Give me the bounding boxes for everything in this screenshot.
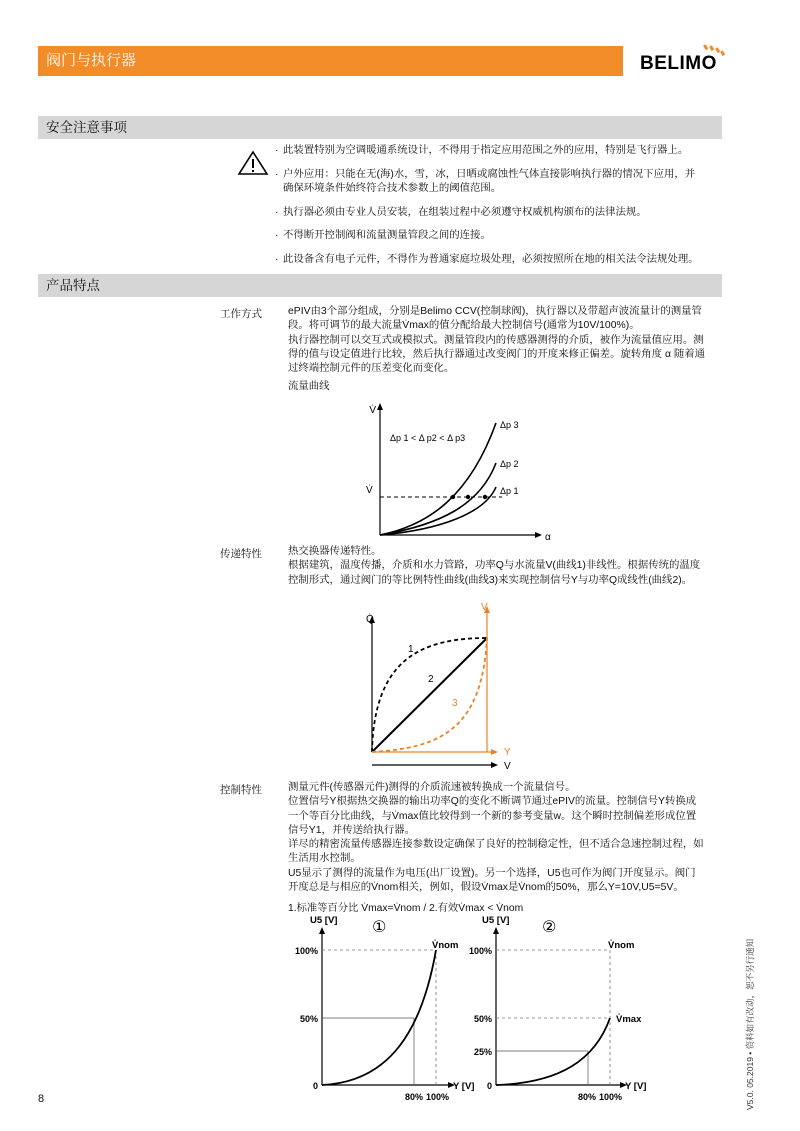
chart3-endlabel: V̇nom xyxy=(432,940,459,951)
safety-bullet: · 此设备含有电子元件，不得作为普通家庭垃圾处理，必须按照所在地的相关法令法规处理。 xyxy=(275,254,699,265)
xtick-100: 100% xyxy=(599,1092,623,1102)
xtick-80: 80% xyxy=(405,1092,424,1102)
features-section-heading: 产品特点 xyxy=(38,274,722,297)
chart-caption: 1.标准等百分比 V̇max=V̇nom / 2.有效V̇max < V̇nom xyxy=(288,903,524,914)
chart4-curve xyxy=(496,1018,610,1085)
chart4-ylabel: U5 [V] xyxy=(482,915,510,926)
chart2-ylabel: Q̇ xyxy=(366,614,374,625)
working-label: 工作方式 xyxy=(220,308,262,320)
transfer-paragraph: 热交换器传递特性。 根据建筑，温度传播，介质和水力管路，功率Q与水流量V(曲线1)非线性。根据传统的温度 控制形式，通过阀门的等比例特性曲线(曲线3)来实现控制信号Y与功率Q成线性(曲线2)。 xyxy=(288,546,701,586)
safety-bullet-cont: 确保环境条件始终符合技术参数上的阈值范围。 xyxy=(283,183,502,194)
legend-dp2: Δp 2 xyxy=(500,459,519,469)
chart4-xlabel: Y [V] xyxy=(625,1081,647,1092)
effective-vmax-chart xyxy=(460,910,660,1105)
chart4-marker: ② xyxy=(542,919,557,936)
intersect-dot xyxy=(451,495,455,499)
heat-transfer-chart xyxy=(360,600,530,775)
working-paragraph: ePIV由3个部分组成，分别是Belimo CCV(控制球阀)，执行器以及带超声波流量计的测量管 段。将可调节的最大流量V̇max的值分配给最大控制信号(通常为10V/100%)。 执行器控制可以交互式或模拟式。测量管段内的传感器测得的介质，被作为流量值应用。测 得的值与设定值进行比较，然后执行器通过改变阀门的开度来修正偏差。旋转角度 α 随着通 过终端控制元件的压差变化而变化。 流量曲线 xyxy=(288,305,724,395)
series-dp2 xyxy=(380,463,496,535)
ytick-100: 100% xyxy=(468,946,492,956)
curve-2-label: 2 xyxy=(428,674,434,685)
curve-1-label: 1 xyxy=(408,644,414,655)
page-header xyxy=(38,46,623,76)
chart3-curve xyxy=(322,950,436,1085)
safety-bullet: · 户外应用：只能在无(海)水，雪，冰，日晒或腐蚀性气体直接影响执行器的情况下应用，并 xyxy=(275,169,696,180)
xtick-80: 80% xyxy=(578,1092,597,1102)
chart1-ref-label: V̇ xyxy=(366,485,373,496)
belimo-logo xyxy=(640,44,730,80)
flow-curve-title: 流量曲线 xyxy=(288,381,330,393)
flow-curve-chart xyxy=(360,395,560,545)
ytick-50: 50% xyxy=(473,1014,492,1024)
header-title: 阀门与执行器 xyxy=(46,52,137,69)
intersect-dot xyxy=(483,495,487,499)
page-number: 8 xyxy=(38,1093,45,1105)
ytick-25: 25% xyxy=(473,1047,492,1057)
version-note: V5.0. 05.2019 • 资料如有改动，恕不另行通知 xyxy=(745,938,755,1110)
control-paragraph: 测量元件(传感器元件)测得的介质流速被转换成一个流量信号。 位置信号Y根据热交换器的输出功率Q的变化不断调节通过ePIV的流量。控制信号Y转换成 一个等百分比曲线，与V̇max值比较得到一个新的参考变量w。这个瞬时控制偏差形成位置 信号Y1，并传送给执行器。 详尽的精密流量传感器连接参数设定确保了良好的控制稳定性，但不适合急速控制过程，如 生活用水控制。 U5显示了测得的流量作为电压(出厂设置)。另一个选择，U5也可作为阀门开度显示。阀门 开度总是与相应的V̇nom相关，例如，假设V̇max是V̇nom的50%，那么Y=10V,U5=5V。 xyxy=(288,782,704,894)
chart1-ylabel: V̇ xyxy=(369,405,376,416)
chart4-endlabel: V̇nom xyxy=(608,940,635,951)
logo-text: BELIMO xyxy=(640,53,717,74)
safety-bullet: · 此装置特别为空调暖通系统设计，不得用于指定应用范围之外的应用，特别是飞行器上。 xyxy=(275,145,689,156)
legend-dp1: Δp 1 xyxy=(500,486,519,496)
standard-equal-percentage-chart xyxy=(290,910,480,1105)
legend-dp3: Δp 3 xyxy=(500,420,519,430)
ytick-0: 0 xyxy=(486,1081,492,1091)
xtick-100: 100% xyxy=(426,1092,450,1102)
curve-2 xyxy=(372,638,487,752)
chart2-y2label: V xyxy=(481,602,488,613)
safety-section-heading: 安全注意事项 xyxy=(38,116,722,139)
chart3-marker: ① xyxy=(372,919,387,936)
chart3-ylabel: U5 [V] xyxy=(310,915,338,926)
safety-bullet: · 执行器必须由专业人员安装，在组装过程中必须遵守权威机构颁布的法律法规。 xyxy=(275,207,647,218)
curve-3-label: 3 xyxy=(452,698,458,709)
ytick-50: 50% xyxy=(299,1014,318,1024)
intersect-dot xyxy=(466,495,470,499)
safety-bullet: · 不得断开控制阀和流量测量管段之间的连接。 xyxy=(275,230,491,241)
ytick-0: 0 xyxy=(312,1081,318,1091)
chart2-xlabel: V xyxy=(504,761,511,772)
ytick-100: 100% xyxy=(294,946,318,956)
warning-icon xyxy=(237,150,269,181)
chart3-xlabel: Y [V] xyxy=(453,1081,475,1092)
chart4-maxlabel: V̇max xyxy=(616,1014,642,1025)
transfer-label: 传递特性 xyxy=(220,548,262,560)
series-dp1 xyxy=(380,487,496,535)
chart2-x2label: Y xyxy=(504,747,511,758)
control-label: 控制特性 xyxy=(220,784,262,796)
chart1-xlabel: α xyxy=(545,532,551,543)
chart1-annotation: Δp 1 < Δ p2 < Δ p3 xyxy=(390,433,466,443)
